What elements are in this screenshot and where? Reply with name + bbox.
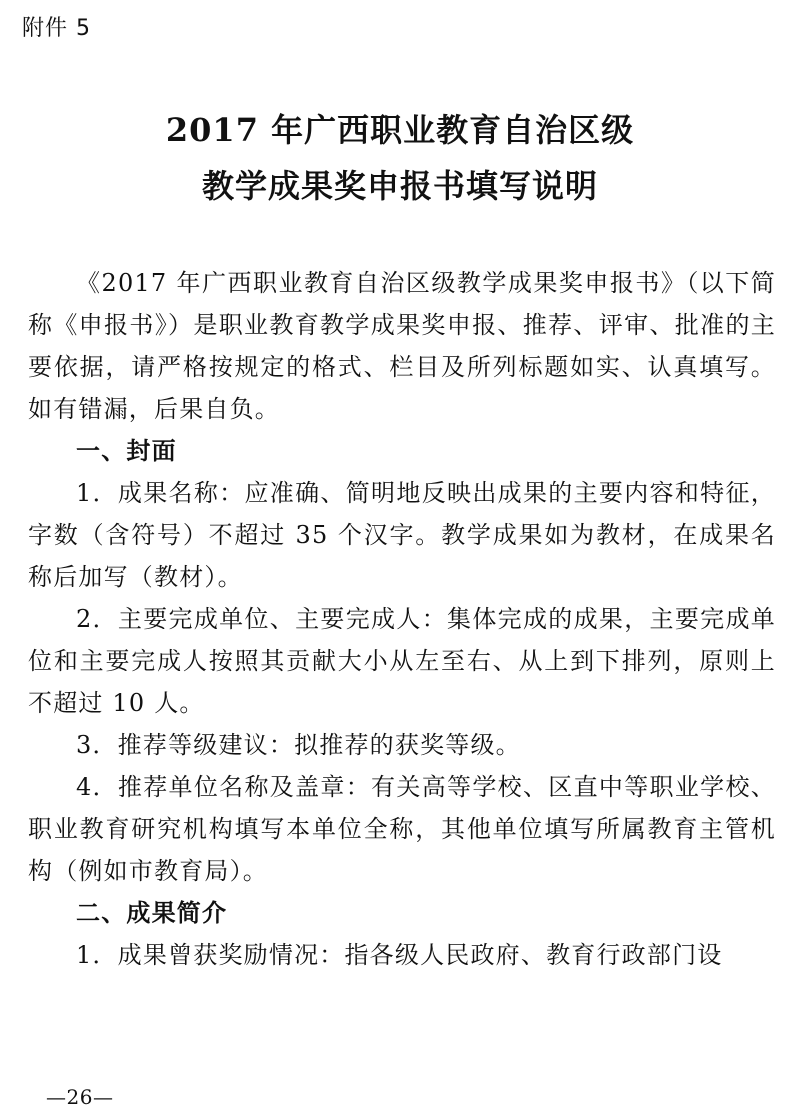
document-title-line-1: 2017 年广西职业教育自治区级 [165, 111, 635, 149]
attachment-label: 附件 5 [22, 16, 91, 41]
cover-item-4: 4．推荐单位名称及盖章：有关高等学校、区直中等职业学校、职业教育研究机构填写本单位全称，其他单位填写所属教育主管机构（例如市教育局）。 [28, 773, 776, 885]
document-title-line-2: 教学成果奖申报书填写说明 [201, 167, 598, 205]
summary-item-1: 1．成果曾获奖励情况：指各级人民政府、教育行政部门设 [76, 941, 723, 969]
cover-item-2: 2．主要完成单位、主要完成人：集体完成的成果，主要完成单位和主要完成人按照其贡献大小从左至右、从上到下排列，原则上不超过 10 人。 [28, 605, 776, 717]
cover-item-1: 1．成果名称：应准确、简明地反映出成果的主要内容和特征，字数（含符号）不超过 35 个汉字。教学成果如为教材，在成果名称后加写（教材）。 [28, 479, 776, 591]
cover-item-3: 3．推荐等级建议：拟推荐的获奖等级。 [76, 731, 521, 759]
section-heading-summary: 二、成果简介 [76, 899, 228, 927]
page-number: —26— [46, 1085, 114, 1109]
section-heading-cover: 一、封面 [76, 437, 177, 465]
document-body [28, 262, 776, 976]
intro-paragraph: 《2017 年广西职业教育自治区级教学成果奖申报书》（以下简称《申报书》）是职业教育教学成果奖申报、推荐、评审、批准的主要依据，请严格按规定的格式、栏目及所列标题如实、认真填写。如有错漏，后果自负。 [28, 269, 776, 423]
